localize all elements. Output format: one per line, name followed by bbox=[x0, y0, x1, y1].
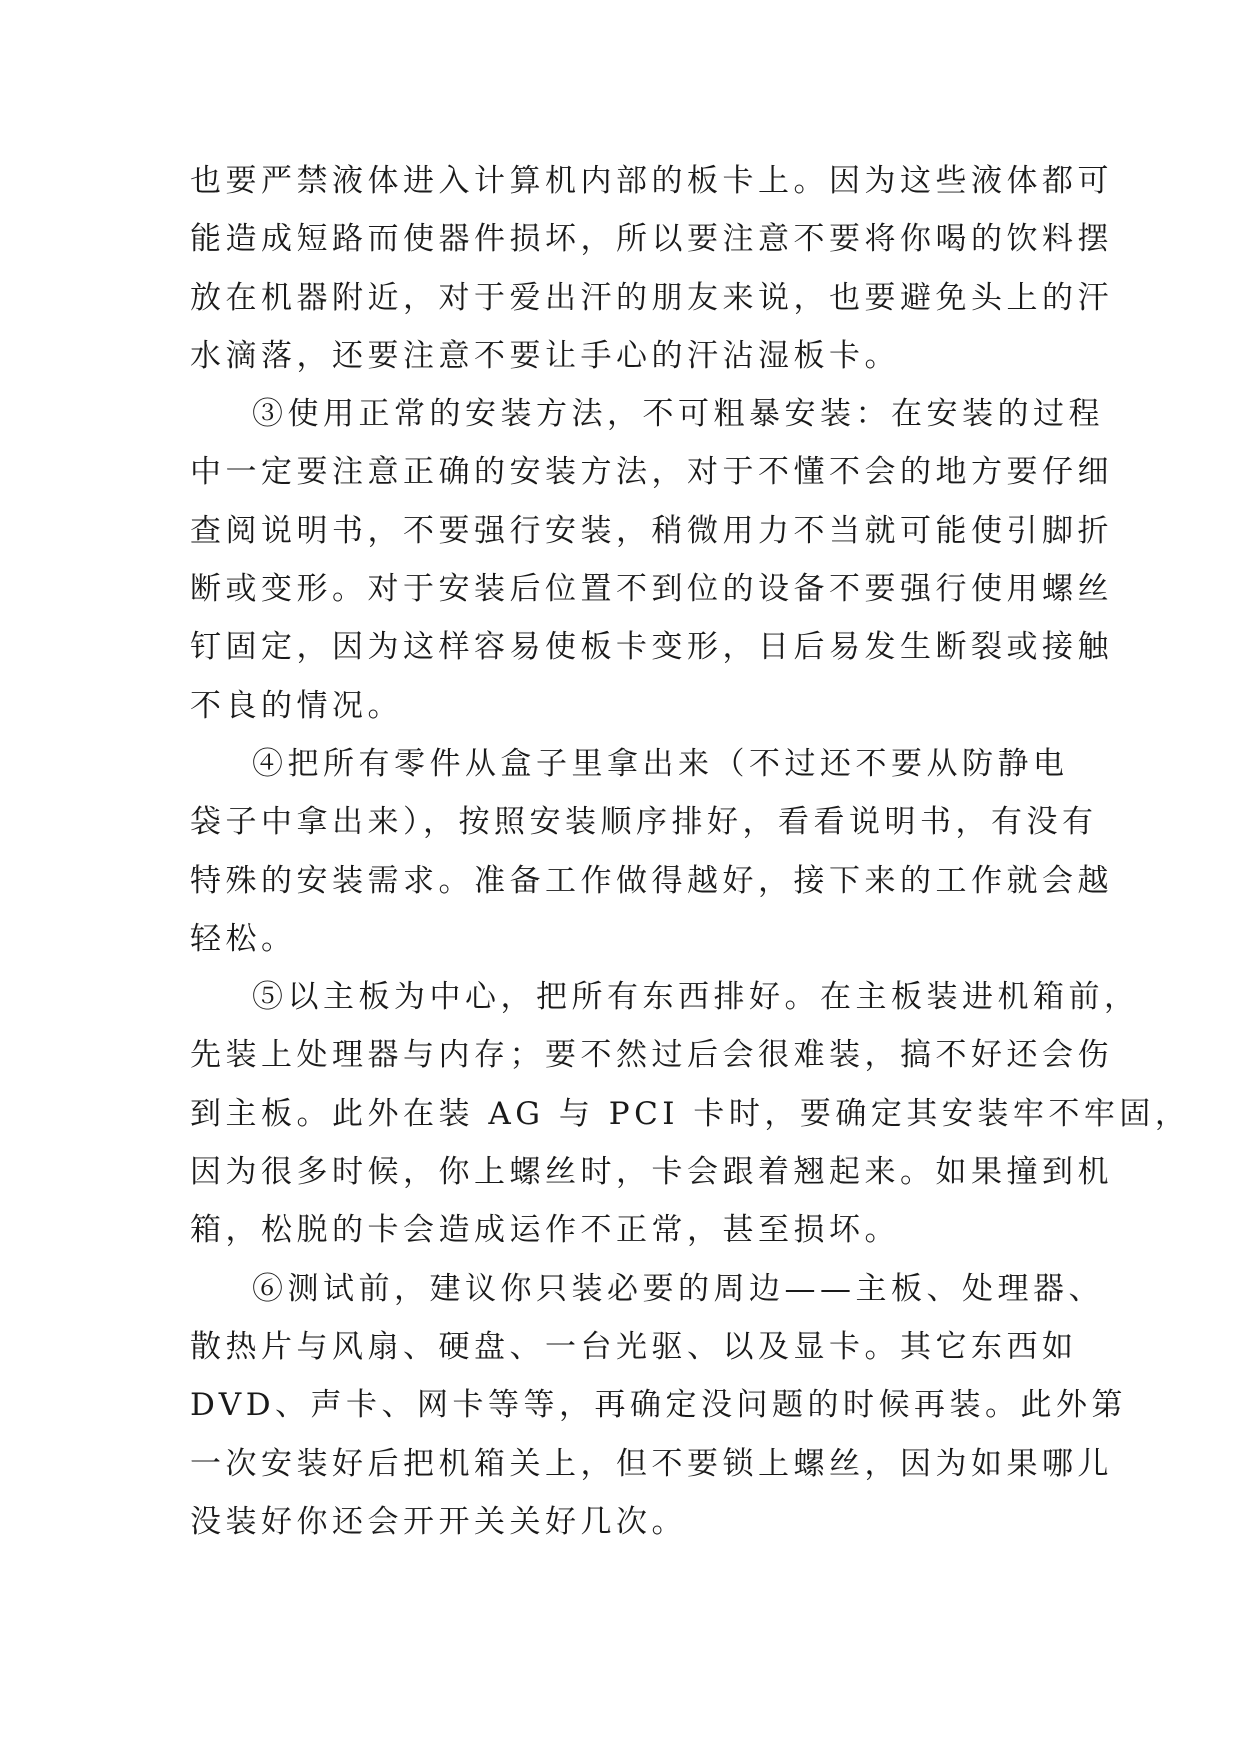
text-line: 袋子中拿出来），按照安装顺序排好，看看说明书，有没有 bbox=[190, 804, 1098, 841]
text-line: 轻松。 bbox=[190, 920, 297, 957]
text-line: 中一定要注意正确的安装方法，对于不懂不会的地方要仔细 bbox=[190, 454, 1113, 491]
text-line: 因为很多时候，你上螺丝时，卡会跟着翘起来。如果撞到机 bbox=[190, 1154, 1113, 1191]
body-text bbox=[190, 152, 1191, 1551]
text-line: 箱，松脱的卡会造成运作不正常，甚至损坏。 bbox=[190, 1212, 900, 1249]
text-line: 钉固定，因为这样容易使板卡变形，日后易发生断裂或接触 bbox=[190, 629, 1113, 666]
text-line: 没装好你还会开开关关好几次。 bbox=[190, 1503, 687, 1540]
text-line: 不良的情况。 bbox=[190, 687, 403, 724]
paragraph-start-line: ⑥测试前，建议你只装必要的周边——主板、处理器、 bbox=[252, 1270, 1104, 1307]
paragraph-start-line: ④把所有零件从盒子里拿出来（不过还不要从防静电 bbox=[252, 745, 1069, 782]
paragraph-start-line: ③使用正常的安装方法，不可粗暴安装：在安装的过程 bbox=[252, 396, 1104, 433]
text-line: DVD、声卡、网卡等等，再确定没问题的时候再装。此外第 bbox=[190, 1387, 1128, 1424]
text-line: 查阅说明书，不要强行安装，稍微用力不当就可能使引脚折 bbox=[190, 512, 1113, 549]
text-line: 放在机器附近，对于爱出汗的朋友来说，也要避免头上的汗 bbox=[190, 279, 1113, 316]
text-line: 能造成短路而使器件损坏，所以要注意不要将你喝的饮料摆 bbox=[190, 221, 1113, 258]
text-line: 特殊的安装需求。准备工作做得越好，接下来的工作就会越 bbox=[190, 862, 1113, 899]
text-line: 断或变形。对于安装后位置不到位的设备不要强行使用螺丝 bbox=[190, 571, 1113, 608]
text-line: 水滴落，还要注意不要让手心的汗沾湿板卡。 bbox=[190, 337, 900, 374]
text-line: 也要严禁液体进入计算机内部的板卡上。因为这些液体都可 bbox=[190, 163, 1113, 199]
paragraph-start-line: ⑤以主板为中心，把所有东西排好。在主板装进机箱前， bbox=[252, 979, 1140, 1016]
text-line: 到主板。此外在装 AG 与 PCI 卡时，要确定其安装牢不牢固， bbox=[190, 1095, 1191, 1132]
text-line: 先装上处理器与内存；要不然过后会很难装，搞不好还会伤 bbox=[190, 1037, 1113, 1074]
text-line: 散热片与风扇、硬盘、一台光驱、以及显卡。其它东西如 bbox=[190, 1328, 1078, 1365]
text-line: 一次安装好后把机箱关上，但不要锁上螺丝，因为如果哪儿 bbox=[190, 1445, 1113, 1482]
